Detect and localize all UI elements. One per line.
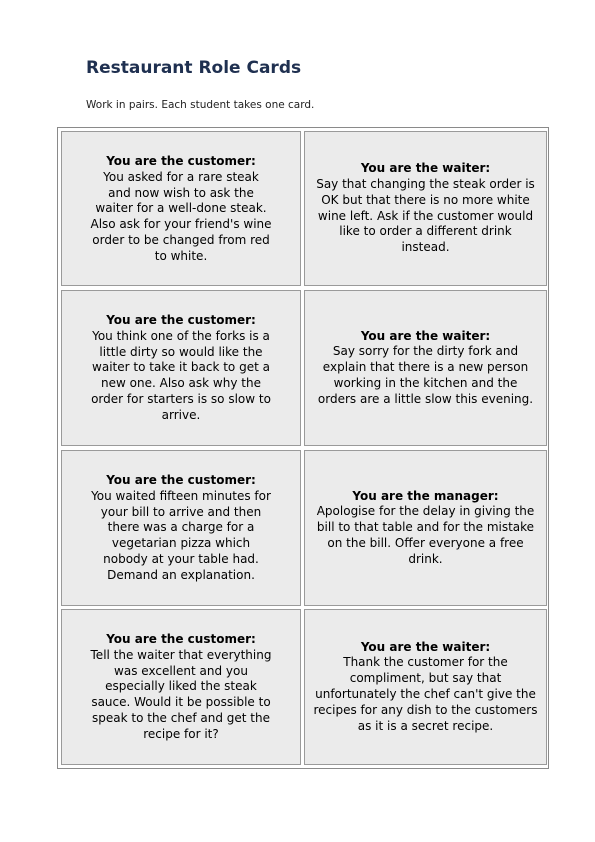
card-line: on the bill. Offer everyone a free — [327, 535, 524, 550]
card-line: Say sorry for the dirty fork and — [332, 344, 519, 359]
card-line: and now wish to ask the — [108, 185, 254, 200]
card-line: You waited fifteen minutes for — [91, 488, 271, 503]
card-line: like to order a different drink — [339, 224, 512, 239]
card-line: arrive. — [161, 407, 201, 422]
instructions-text: Work in pairs. Each student takes one card. — [86, 99, 315, 111]
card-line: working in the kitchen and the — [333, 375, 518, 390]
card-line: instead. — [401, 240, 450, 255]
card-line: explain that there is a new person — [322, 360, 529, 375]
card-line: You asked for a rare steak — [103, 169, 259, 184]
card-line: Apologise for the delay in giving the — [316, 504, 535, 519]
card-line: bill to that table and for the mistake — [316, 520, 535, 535]
card-manager-3 — [304, 450, 547, 606]
card-line: was excellent and you — [114, 663, 248, 678]
card-line: You think one of the forks is a — [92, 328, 270, 343]
card-customer-3 — [61, 450, 301, 606]
card-role: You are the waiter: — [360, 639, 491, 654]
card-customer-2 — [61, 290, 301, 446]
card-role: You are the waiter: — [360, 328, 491, 343]
card-line: OK but that there is no more white — [321, 192, 530, 207]
card-line: unfortunately the chef can't give the — [315, 687, 536, 701]
card-line: Say that changing the steak order is — [316, 176, 535, 191]
card-line: sauce. Would it be possible to — [91, 695, 271, 710]
card-line: Demand an explanation. — [107, 567, 255, 582]
card-line: compliment, but say that — [349, 671, 502, 686]
card-role: You are the customer: — [106, 154, 256, 168]
card-line: there was a charge for a — [107, 520, 255, 535]
card-line: speak to the chef and get the — [92, 710, 270, 725]
card-role: You are the customer: — [106, 632, 256, 646]
card-customer-4 — [61, 609, 301, 765]
card-line: waiter for a well-done steak. — [95, 201, 267, 216]
card-waiter-1 — [304, 131, 547, 286]
card-waiter-4 — [304, 609, 547, 765]
card-line: little dirty so would like the — [99, 344, 263, 359]
card-role: You are the waiter: — [360, 161, 491, 176]
card-line: order for starters is so slow to — [91, 391, 271, 406]
card-line: order to be changed from red — [92, 232, 270, 247]
card-line: recipe for it? — [143, 726, 219, 741]
card-customer-1 — [61, 131, 301, 286]
card-line: waiter to take it back to get a — [92, 360, 270, 375]
card-line: Thank the customer for the — [343, 655, 508, 670]
page-title: Restaurant Role Cards — [86, 58, 302, 78]
card-line: vegetarian pizza which — [111, 536, 251, 551]
card-line: Also ask for your friend's wine — [90, 217, 272, 232]
card-line: wine left. Ask if the customer would — [317, 208, 534, 223]
card-role: You are the manager: — [352, 488, 499, 503]
role-cards-grid — [57, 127, 549, 769]
card-line: especially liked the steak — [105, 679, 257, 694]
card-line: Tell the waiter that everything — [90, 647, 272, 662]
card-line: your bill to arrive and then — [100, 504, 262, 519]
card-line: new one. Also ask why the — [101, 376, 261, 391]
card-line: drink. — [408, 551, 443, 566]
card-role: You are the customer: — [106, 473, 256, 487]
card-line: nobody at your table had. — [103, 551, 259, 566]
card-line: recipes for any dish to the customers — [313, 702, 538, 717]
card-waiter-2 — [304, 290, 547, 446]
card-line: as it is a secret recipe. — [357, 718, 494, 733]
card-line: orders are a little slow this evening. — [317, 391, 534, 406]
card-line: to white. — [154, 248, 208, 263]
card-role: You are the customer: — [106, 313, 256, 327]
